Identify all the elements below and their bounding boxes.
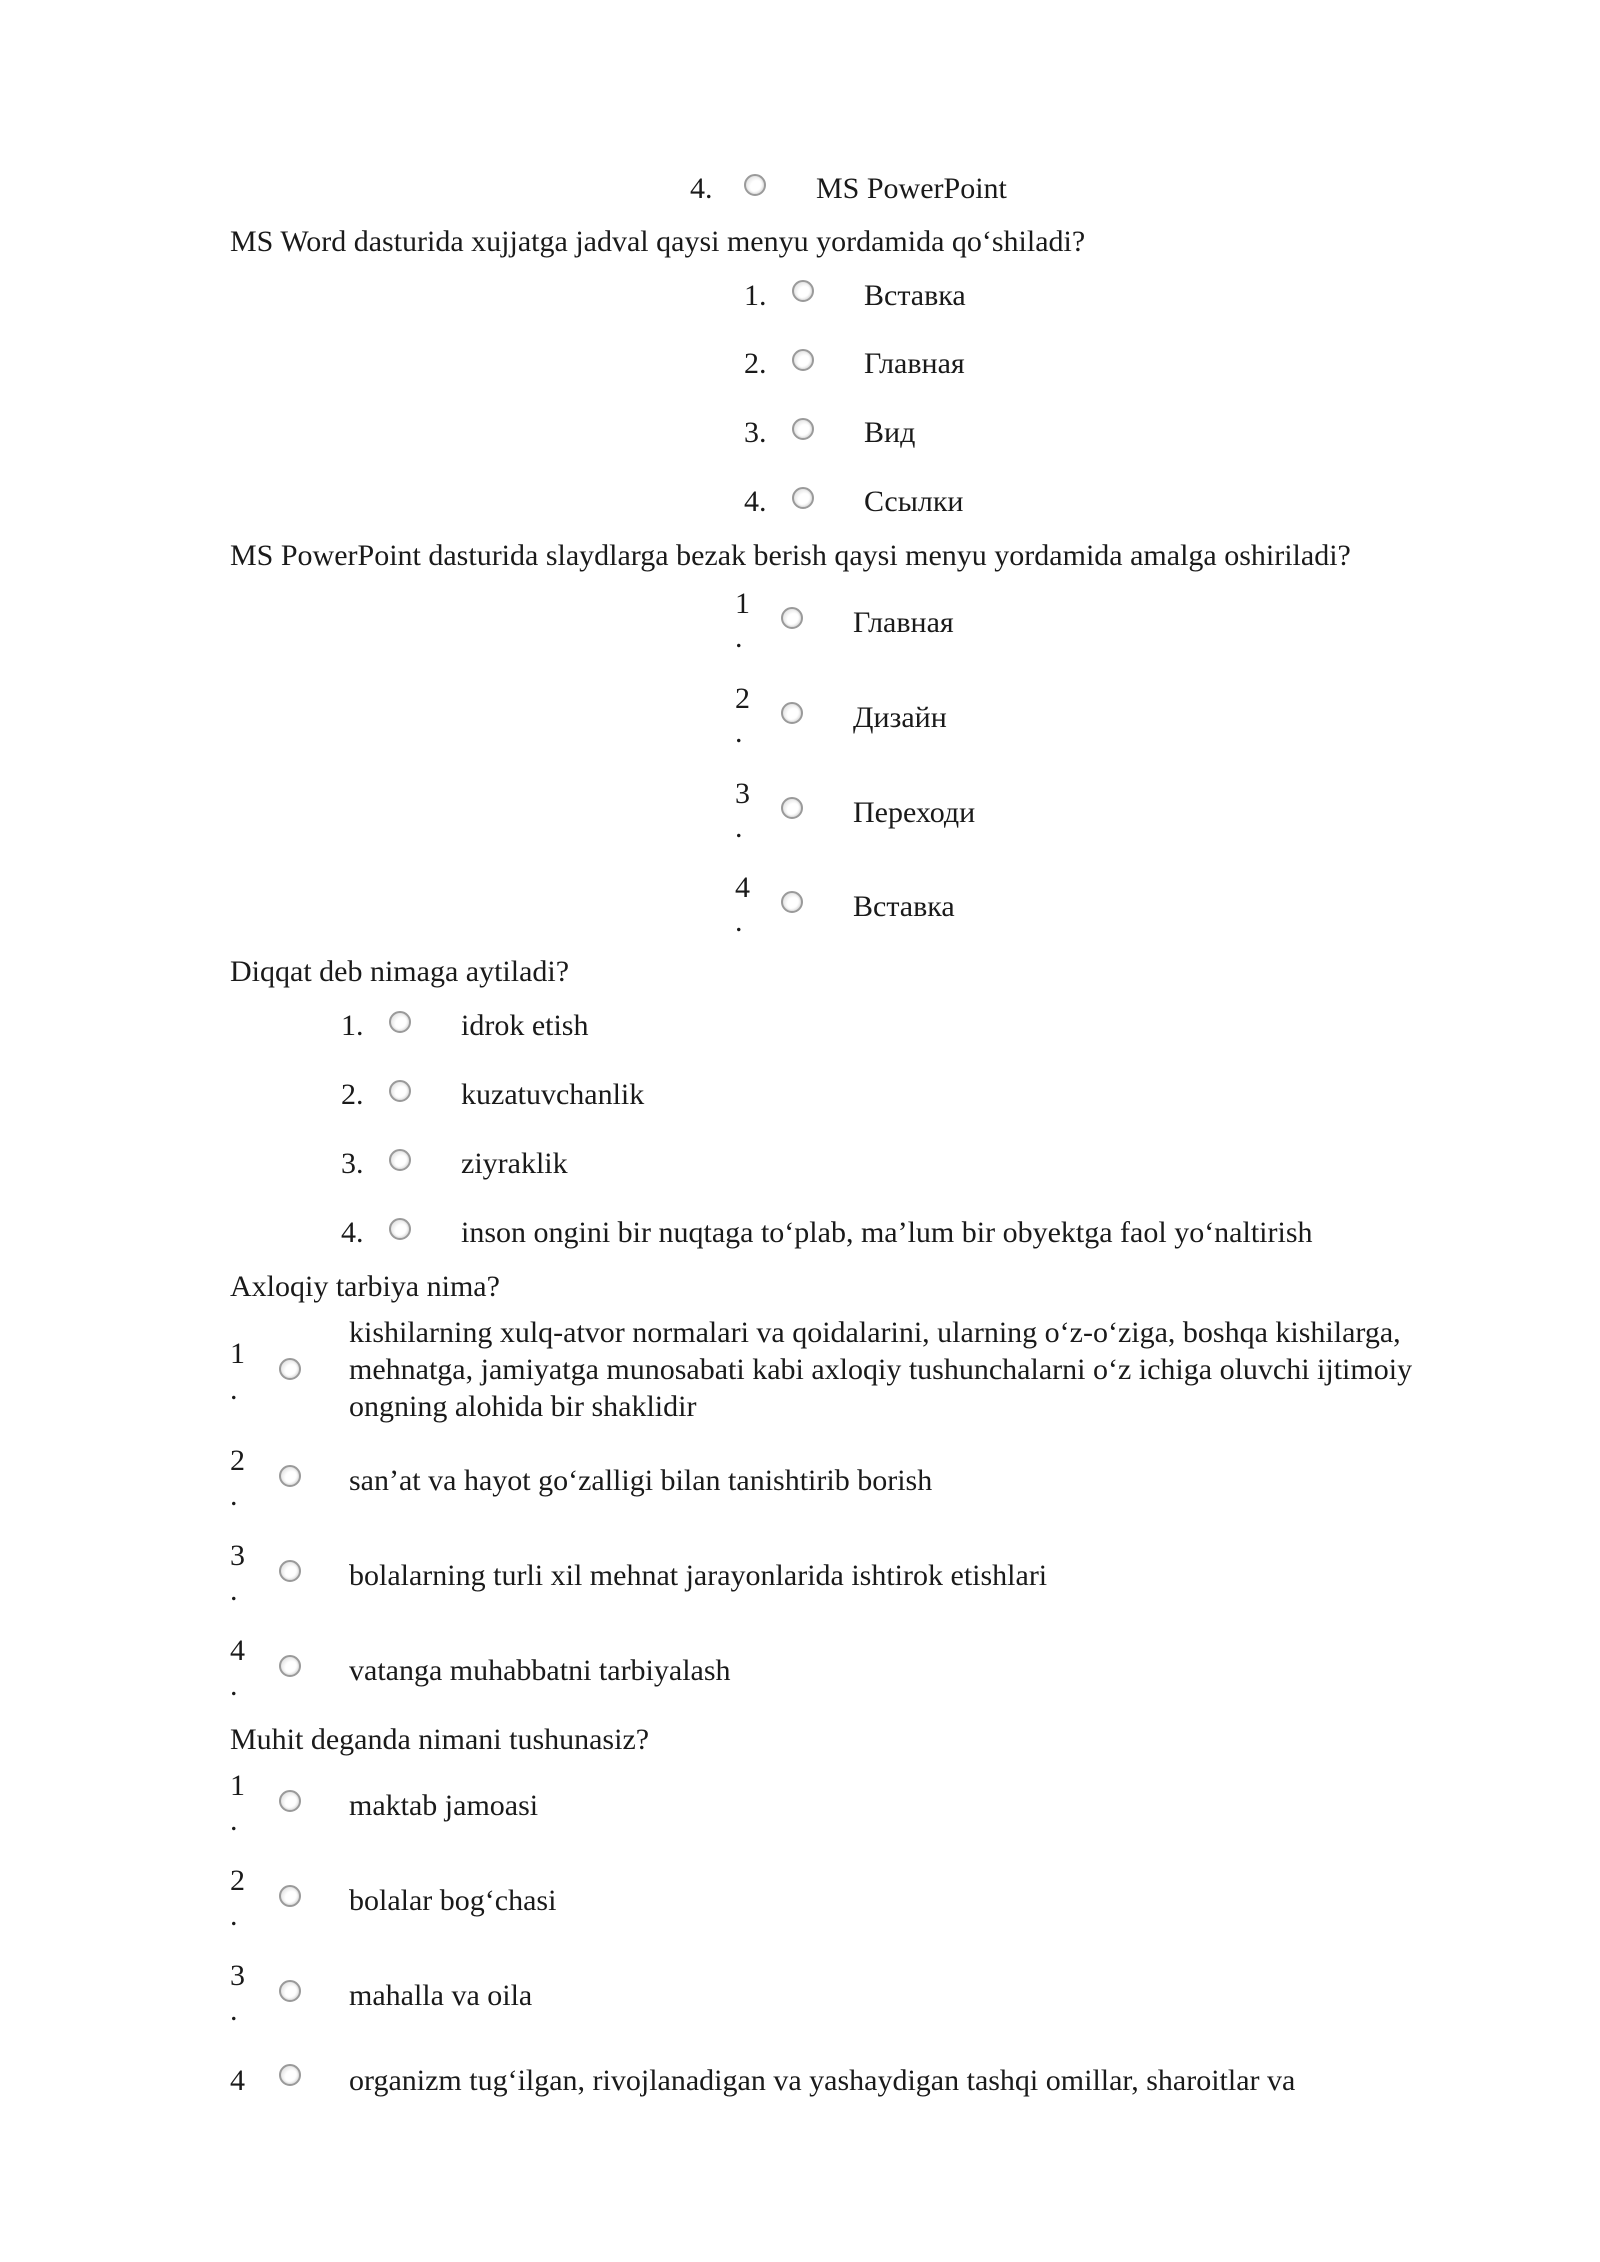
radio-button-icon[interactable] bbox=[279, 1885, 301, 1907]
option-number-dot: . bbox=[735, 716, 743, 749]
option-label: bolalar bog‘chasi bbox=[349, 1884, 557, 1917]
radio-button-icon[interactable] bbox=[389, 1218, 411, 1240]
radio-button-icon[interactable] bbox=[279, 1560, 301, 1582]
option-number-dot: . bbox=[230, 1479, 238, 1512]
radio-button-icon[interactable] bbox=[781, 702, 803, 724]
option-number-dot: . bbox=[735, 811, 743, 844]
option-label: inson ongini bir nuqtaga to‘plab, ma’lum bir obyektga faol yo‘naltirish bbox=[461, 1216, 1313, 1249]
radio-button-icon[interactable] bbox=[389, 1080, 411, 1102]
option-number: 3. bbox=[744, 416, 767, 449]
radio-button-icon[interactable] bbox=[781, 797, 803, 819]
radio-button-icon[interactable] bbox=[279, 1655, 301, 1677]
option-number-dot: . bbox=[230, 1994, 238, 2027]
option-number-dot: . bbox=[230, 1804, 238, 1837]
option-label: Вид bbox=[864, 416, 916, 449]
radio-button-icon[interactable] bbox=[781, 891, 803, 913]
option-number: 4 bbox=[230, 1634, 245, 1667]
option-label: mahalla va oila bbox=[349, 1979, 533, 2012]
option-label: kuzatuvchanlik bbox=[461, 1078, 645, 1111]
question-text: Axloqiy tarbiya nima? bbox=[230, 1270, 500, 1303]
option-number-dot: . bbox=[230, 1669, 238, 1702]
option-label: Ссылки bbox=[864, 485, 964, 518]
option-label: san’at va hayot go‘zalligi bilan tanishtirib borish bbox=[349, 1464, 933, 1497]
radio-button-icon[interactable] bbox=[792, 280, 814, 302]
question-text: Muhit deganda nimani tushunasiz? bbox=[230, 1723, 650, 1756]
radio-button-icon[interactable] bbox=[279, 1465, 301, 1487]
radio-button-icon[interactable] bbox=[792, 418, 814, 440]
option-number: 2. bbox=[744, 347, 767, 380]
option-label: organizm tug‘ilgan, rivojlanadigan va yashaydigan tashqi omillar, sharoitlar va bbox=[349, 2064, 1296, 2097]
option-label: vatanga muhabbatni tarbiyalash bbox=[349, 1654, 731, 1687]
radio-button-icon[interactable] bbox=[744, 174, 766, 196]
option-number: 4 bbox=[230, 2064, 245, 2097]
option-number: 2 bbox=[735, 682, 750, 715]
option-label: kishilarning xulq-atvor normalari va qoidalarini, ularning o‘z-o‘ziga, boshqa kishilarga, mehnatga, jamiyatga munosabati kabi axloqiy tushunchalarni o‘z ichiga oluvchi ijtimoiy ongning alohida bir shaklidir bbox=[349, 1316, 1413, 1423]
option-label: MS PowerPoint bbox=[816, 172, 1007, 205]
option-number: 3. bbox=[341, 1147, 364, 1180]
radio-button-icon[interactable] bbox=[389, 1149, 411, 1171]
option-label: Вставка bbox=[864, 279, 966, 312]
radio-button-icon[interactable] bbox=[389, 1011, 411, 1033]
option-number: 1. bbox=[744, 279, 767, 312]
option-number: 4 bbox=[735, 871, 750, 904]
option-number: 2 bbox=[230, 1864, 245, 1897]
option-number: 4. bbox=[744, 485, 767, 518]
option-label: ziyraklik bbox=[461, 1147, 568, 1180]
option-label: maktab jamoasi bbox=[349, 1789, 539, 1822]
option-label: Вставка bbox=[853, 890, 955, 923]
option-number-dot: . bbox=[230, 1373, 238, 1406]
option-number: 4. bbox=[690, 172, 713, 205]
option-number-dot: . bbox=[230, 1899, 238, 1932]
radio-button-icon[interactable] bbox=[279, 1790, 301, 1812]
option-number-dot: . bbox=[735, 905, 743, 938]
option-label: Главная bbox=[864, 347, 965, 380]
question-text: MS Word dasturida xujjatga jadval qaysi menyu yordamida qo‘shiladi? bbox=[230, 225, 1086, 258]
radio-button-icon[interactable] bbox=[279, 1358, 301, 1380]
option-number: 3 bbox=[230, 1539, 245, 1572]
option-label: Главная bbox=[853, 606, 954, 639]
radio-button-icon[interactable] bbox=[792, 487, 814, 509]
option-label: Дизайн bbox=[853, 701, 947, 734]
option-number-dot: . bbox=[230, 1574, 238, 1607]
question-text: MS PowerPoint dasturida slaydlarga bezak berish qaysi menyu yordamida amalga oshiriladi? bbox=[230, 539, 1351, 572]
option-label: Переходи bbox=[853, 796, 976, 829]
option-number: 1 bbox=[735, 587, 750, 620]
option-number: 3 bbox=[735, 777, 750, 810]
radio-button-icon[interactable] bbox=[279, 2064, 301, 2086]
option-number: 4. bbox=[341, 1216, 364, 1249]
radio-button-icon[interactable] bbox=[279, 1980, 301, 2002]
option-number: 1 bbox=[230, 1337, 245, 1370]
option-number-dot: . bbox=[735, 621, 743, 654]
option-number: 2 bbox=[230, 1444, 245, 1477]
radio-button-icon[interactable] bbox=[781, 607, 803, 629]
option-number: 3 bbox=[230, 1959, 245, 1992]
option-number: 1. bbox=[341, 1009, 364, 1042]
radio-button-icon[interactable] bbox=[792, 349, 814, 371]
option-number: 1 bbox=[230, 1769, 245, 1802]
option-label: idrok etish bbox=[461, 1009, 589, 1042]
option-label: bolalarning turli xil mehnat jarayonlarida ishtirok etishlari bbox=[349, 1559, 1048, 1592]
option-number: 2. bbox=[341, 1078, 364, 1111]
question-text: Diqqat deb nimaga aytiladi? bbox=[230, 955, 570, 988]
